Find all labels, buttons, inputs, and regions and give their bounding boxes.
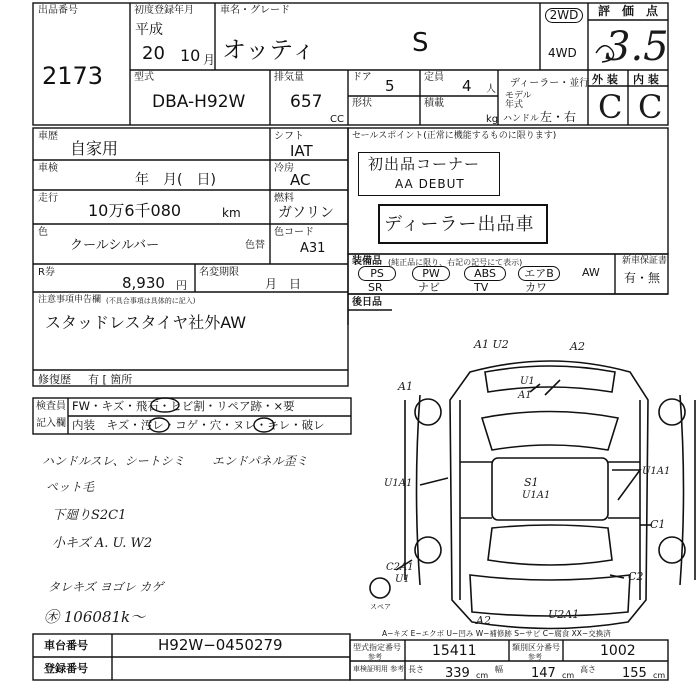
score-label: 評 価 点 [598,4,659,18]
size-label: 車検証明用 参考 [353,665,405,673]
mark-right-c2: C2 [628,570,644,583]
door-value: 5 [385,77,395,95]
sales-point-label: セールスポイント(正常に機能するものに限ります) [352,131,557,141]
color-code-label: 色コード [274,227,314,238]
mark-right-c1: C1 [650,518,666,531]
drive-4wd: 4WD [548,46,577,60]
repair-value: 有 [ 箇所 [88,373,133,386]
exterior-grade: C [598,88,623,126]
lot-label: 出品番号 [38,5,78,16]
name-grade-label: 車名・グレード [220,5,290,16]
cert-no-sub: 参考 [368,653,382,661]
note-line2: ペット毛 [46,480,95,494]
history-label: 車歴 [38,131,58,142]
mark-left-a1: A1 [398,380,413,393]
debut-line2: AA DEBUT [395,177,465,191]
ac-label: 冷房 [274,163,294,174]
length-label: 長さ [408,665,424,674]
ac-value: AC [290,171,311,189]
interior-label: 内 装 [633,73,659,86]
first-reg-label: 初度登録年月 [134,5,194,16]
chassis-label: 車台番号 [44,639,88,652]
spare-label: スペア [370,603,391,611]
notes-value: スタッドレスタイヤ社外AW [45,313,247,332]
type-label: 型式 [134,72,154,83]
shift-label: シフト [274,131,304,142]
door-label: ドア [352,72,372,83]
reg-number-label: 登録番号 [44,662,88,675]
mark-rear-u2a1: U2A1 [548,608,580,621]
handle-value: 左・右 [540,110,577,124]
color-change-label: 色替 [245,240,265,251]
recycle-label: R券 [38,267,55,278]
model-year-label: モデル年式 [505,91,532,110]
equipment-sub: (純正品に限り、右記の記号にて表示) [388,258,523,267]
handle-label: ハンドル [503,114,540,124]
chassis-value: H92W−0450279 [158,636,283,654]
cert-value: 月 日 [265,277,302,291]
cc-unit: CC [330,114,344,125]
width-value: 147 [531,666,556,681]
kg-unit: kg [486,114,499,125]
equip-ps: PS [358,266,396,281]
color-value: クールシルバー [70,238,160,253]
color-label: 色 [38,227,48,238]
lot-number: 2173 [42,62,104,90]
grade: S [412,28,429,58]
reg-month: 10 [180,46,201,65]
cert-no-value: 15411 [432,643,477,659]
mileage-label: 走行 [38,193,58,204]
capacity-unit: 人 [486,84,496,95]
class-sub: 参考 [528,653,542,661]
equip-tv: TV [474,281,489,294]
era: 平成 [135,22,163,38]
equipment-label: 装備品 [352,256,382,267]
inspector-label-1: 検査員 [36,401,66,412]
mark-left-door: U1A1 [384,478,413,489]
height-unit: cm [653,671,666,680]
equip-aw: AW [582,266,600,279]
history-value: 自家用 [70,139,119,158]
equip-pw: PW [412,266,450,281]
width-label: 幅 [495,665,503,674]
exterior-label: 外 装 [592,73,618,86]
reg-year: 20 [142,43,165,64]
note-line3: 下廻りS2C1 [52,508,127,523]
inspector-label-2: 記入欄 [36,418,66,429]
load-label: 積載 [424,98,444,109]
recycle-value: 8,930 [122,274,165,292]
interior-grade: C [638,88,663,126]
overall-score: 3.5 [605,24,669,70]
length-value: 339 [445,666,470,681]
dealer-parallel-label: ディーラー・並行 [510,78,590,89]
equip-airbag: エアB [518,266,560,281]
rear-items-label: 後日品 [352,297,382,308]
note-line1: ハンドルスレ、シートシミ [42,454,185,468]
warranty-label: 新車保証書 [622,256,668,266]
cert-label: 名変期限 [199,267,239,278]
mark-left-u1: U1 [395,574,410,585]
fuel-label: 燃料 [274,193,294,204]
debut-line1: 初出品コーナー [368,155,481,173]
displacement-label: 排気量 [274,72,304,83]
shift-value: IAT [290,142,313,160]
notes-label: 注意事項申告欄 [38,295,102,305]
note-line6: ㊍ 106081k〜 [44,608,146,626]
inspection-value: 年 月( 日) [135,172,216,188]
class-value: 1002 [600,643,636,659]
type-value: DBA-H92W [152,92,246,112]
mark-front-a1u2: A1 U2 [474,338,509,351]
class-label: 類別区分番号 [512,643,560,652]
height-label: 高さ [580,665,596,674]
damage-legend: A−キズ E−エクボ U−凹み W−補修跡 S−サビ C−腐食 XX−交換済 [382,629,611,638]
inspector-row2: 内装 キズ・汚レ・コゲ・穴・ヌレ・キレ・破レ [72,418,325,432]
capacity-value: 4 [462,77,472,95]
note-line4: 小キズ A. U. W2 [52,536,153,551]
length-unit: cm [476,671,489,680]
notes-sub: (不具合事項は具体的に記入) [106,297,196,305]
displacement-value: 657 [290,92,323,112]
drive-2wd: 2WD [545,8,583,23]
mark-front-a2: A2 [570,340,585,353]
equip-abs: ABS [464,266,506,281]
mark-roof-s1: S1 [524,476,539,489]
cert-no-label: 型式指定番号 [353,643,401,652]
fuel-value: ガソリン [278,205,334,221]
shape-label: 形状 [352,98,372,109]
warranty-value: 有・無 [624,271,661,285]
repair-label: 修復歴 [38,373,71,386]
note-line5: タレキズ ヨゴレ カゲ [48,580,164,594]
mark-hood-a1: A1 [518,390,532,401]
inspector-row1: FW・キズ・飛石・ヒビ割・リペア跡・×要 [72,399,295,413]
note-line1b: エンドパネル歪ミ [212,454,308,468]
month-unit: 月 [203,53,216,67]
width-unit: cm [562,671,575,680]
mark-rear-a2: A2 [476,614,491,627]
equip-sr: SR [368,281,383,294]
inspection-label: 車検 [38,163,58,174]
color-code-value: A31 [300,241,326,256]
km-unit: km [222,206,241,220]
mark-left-c2a1: C2A1 [386,562,414,573]
yen-unit: 円 [176,279,187,292]
dealer-stamp-text: ディーラー出品車 [384,214,535,235]
height-value: 155 [622,666,647,681]
equip-navi: ナビ [418,281,440,294]
mark-roof-u1a1: U1A1 [522,490,551,501]
mileage-value: 10万6千080 [88,201,182,220]
model-name: オッティ [222,36,316,64]
mark-hood-u1: U1 [520,376,535,387]
mark-right-door: U1A1 [642,466,671,477]
capacity-label: 定員 [424,72,444,83]
equip-leather: カワ [525,281,547,294]
